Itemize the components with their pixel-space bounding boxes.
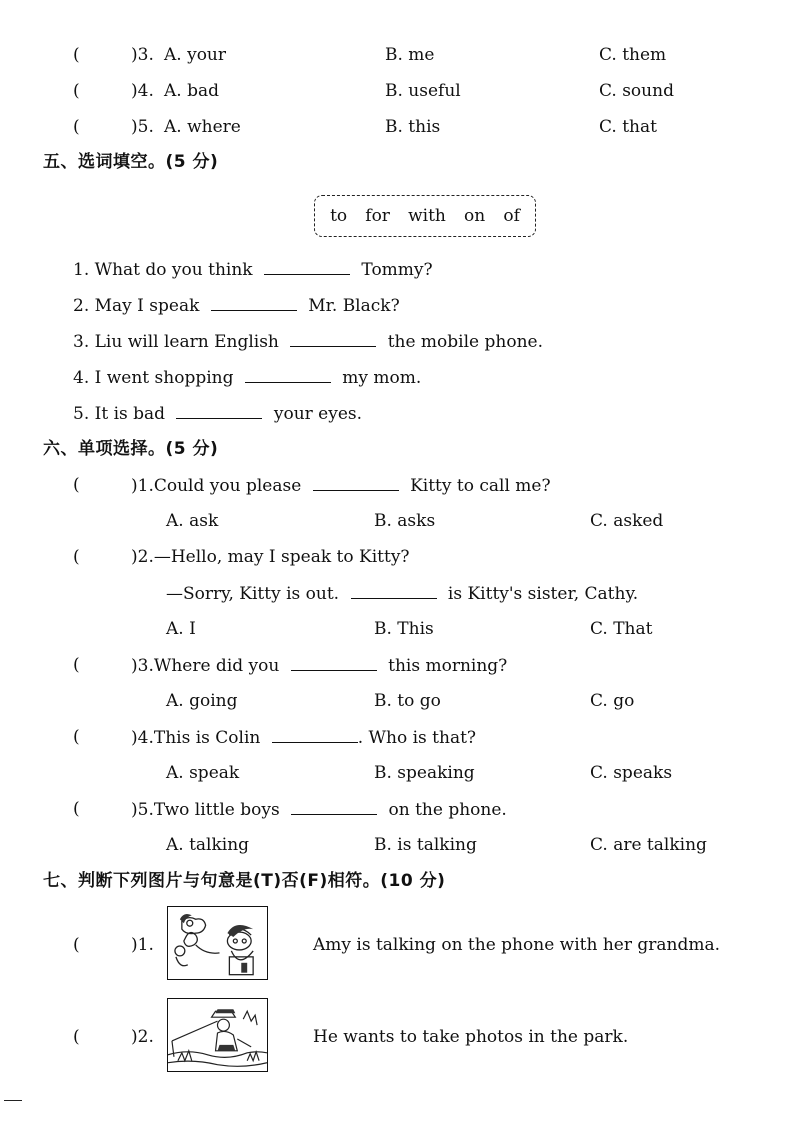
fill-item-5: [73, 402, 362, 425]
word-bank-word: with: [408, 206, 446, 226]
question-stem: Two little boys: [153, 800, 280, 820]
answer-blank[interactable]: [176, 402, 262, 419]
option-a[interactable]: A. I: [166, 619, 196, 639]
fill-item-2: [73, 294, 400, 317]
word-bank-word: for: [365, 206, 390, 226]
answer-paren[interactable]: (: [73, 727, 80, 747]
question-stem: on the phone.: [388, 800, 507, 820]
fill-text: 4. I went shopping: [73, 368, 234, 388]
answer-paren[interactable]: (: [73, 475, 80, 495]
fill-text: 3. Liu will learn English: [73, 332, 279, 352]
fill-text: the mobile phone.: [387, 332, 543, 352]
word-bank: [314, 195, 536, 237]
question-number: )4.: [131, 728, 154, 748]
option-b[interactable]: B. speaking: [374, 763, 475, 783]
section6-title: 六、单项选择。(5 分): [43, 439, 219, 459]
question-number: )1.: [131, 935, 154, 955]
option-b[interactable]: B. this: [385, 117, 441, 137]
word-bank-word: on: [464, 206, 486, 226]
fill-text: 1. What do you think: [73, 260, 253, 280]
fill-item-4: [73, 366, 421, 389]
fill-text: Tommy?: [361, 260, 433, 280]
answer-blank: [351, 582, 437, 599]
option-c[interactable]: C. That: [590, 619, 653, 639]
fill-text: your eyes.: [273, 404, 363, 424]
question-number: )3.: [131, 45, 154, 65]
mc-question-1: [131, 474, 551, 497]
option-a[interactable]: A. ask: [166, 511, 219, 531]
statement-text: Amy is talking on the phone with her grandma.: [313, 935, 721, 955]
answer-blank: [313, 474, 399, 491]
phone-call-picture: [167, 906, 268, 980]
answer-paren[interactable]: (: [73, 45, 80, 65]
option-a[interactable]: A. bad: [164, 81, 219, 101]
mc-question-3: [131, 654, 507, 677]
question-stem: Where did you: [153, 656, 280, 676]
answer-paren[interactable]: (: [73, 655, 80, 675]
word-bank-word: of: [503, 206, 520, 226]
statement-text: He wants to take photos in the park.: [313, 1027, 629, 1047]
option-a[interactable]: A. going: [166, 691, 238, 711]
option-c[interactable]: C. sound: [599, 81, 674, 101]
question-stem: —Hello, may I speak to Kitty?: [153, 547, 410, 567]
answer-paren[interactable]: (: [73, 547, 80, 567]
answer-paren[interactable]: (: [73, 1027, 80, 1047]
option-a[interactable]: A. speak: [166, 763, 240, 783]
mc-question-2: [131, 546, 410, 568]
section5-title: 五、选词填空。(5 分): [43, 152, 219, 172]
option-c[interactable]: C. are talking: [590, 835, 707, 855]
option-c[interactable]: C. speaks: [590, 763, 673, 783]
option-b[interactable]: B. asks: [374, 511, 436, 531]
answer-blank[interactable]: [264, 258, 350, 275]
question-stem: Kitty to call me?: [410, 476, 551, 496]
answer-blank: [272, 726, 358, 743]
question-number: )1.: [131, 476, 154, 496]
word-bank-word: to: [330, 206, 348, 226]
fill-text: my mom.: [342, 368, 422, 388]
question-number: )3.: [131, 656, 154, 676]
answer-blank[interactable]: [245, 366, 331, 383]
fill-text: 2. May I speak: [73, 296, 200, 316]
question-number: )4.: [131, 81, 154, 101]
mc-question-5: [131, 798, 507, 821]
phone-call-illustration: [168, 907, 267, 979]
question-stem: —Sorry, Kitty is out.: [166, 584, 340, 604]
section7-title: 七、判断下列图片与句意是(T)否(F)相符。(10 分): [43, 871, 446, 891]
answer-paren[interactable]: (: [73, 117, 80, 137]
option-b[interactable]: B. This: [374, 619, 434, 639]
option-a[interactable]: A. where: [164, 117, 241, 137]
answer-paren[interactable]: (: [73, 81, 80, 101]
fill-text: 5. It is bad: [73, 404, 166, 424]
option-b[interactable]: B. me: [385, 45, 435, 65]
option-a[interactable]: A. talking: [166, 835, 250, 855]
page-edge-mark: [4, 1100, 22, 1101]
question-number: )5.: [131, 117, 154, 137]
answer-blank[interactable]: [290, 330, 376, 347]
question-stem: is Kitty's sister, Cathy.: [447, 584, 639, 604]
option-c[interactable]: C. go: [590, 691, 635, 711]
answer-paren[interactable]: (: [73, 799, 80, 819]
mc-question-4: [131, 726, 476, 749]
question-number: )2.: [131, 547, 154, 567]
mc-question-2-line2: [166, 582, 638, 605]
answer-blank[interactable]: [211, 294, 297, 311]
option-c[interactable]: C. them: [599, 45, 667, 65]
question-stem: This is Colin: [153, 728, 261, 748]
option-a[interactable]: A. your: [164, 45, 226, 65]
question-stem: this morning?: [388, 656, 508, 676]
answer-blank: [291, 798, 377, 815]
fill-text: Mr. Black?: [308, 296, 400, 316]
option-b[interactable]: B. is talking: [374, 835, 477, 855]
option-b[interactable]: B. to go: [374, 691, 441, 711]
option-c[interactable]: C. that: [599, 117, 657, 137]
fishing-illustration: [168, 999, 267, 1071]
fishing-picture: [167, 998, 268, 1072]
option-b[interactable]: B. useful: [385, 81, 461, 101]
fill-item-3: [73, 330, 543, 353]
answer-paren[interactable]: (: [73, 935, 80, 955]
question-stem: . Who is that?: [357, 728, 477, 748]
question-number: )2.: [131, 1027, 154, 1047]
answer-blank: [291, 654, 377, 671]
option-c[interactable]: C. asked: [590, 511, 664, 531]
fill-item-1: [73, 258, 433, 281]
question-stem: Could you please: [153, 476, 302, 496]
question-number: )5.: [131, 800, 154, 820]
